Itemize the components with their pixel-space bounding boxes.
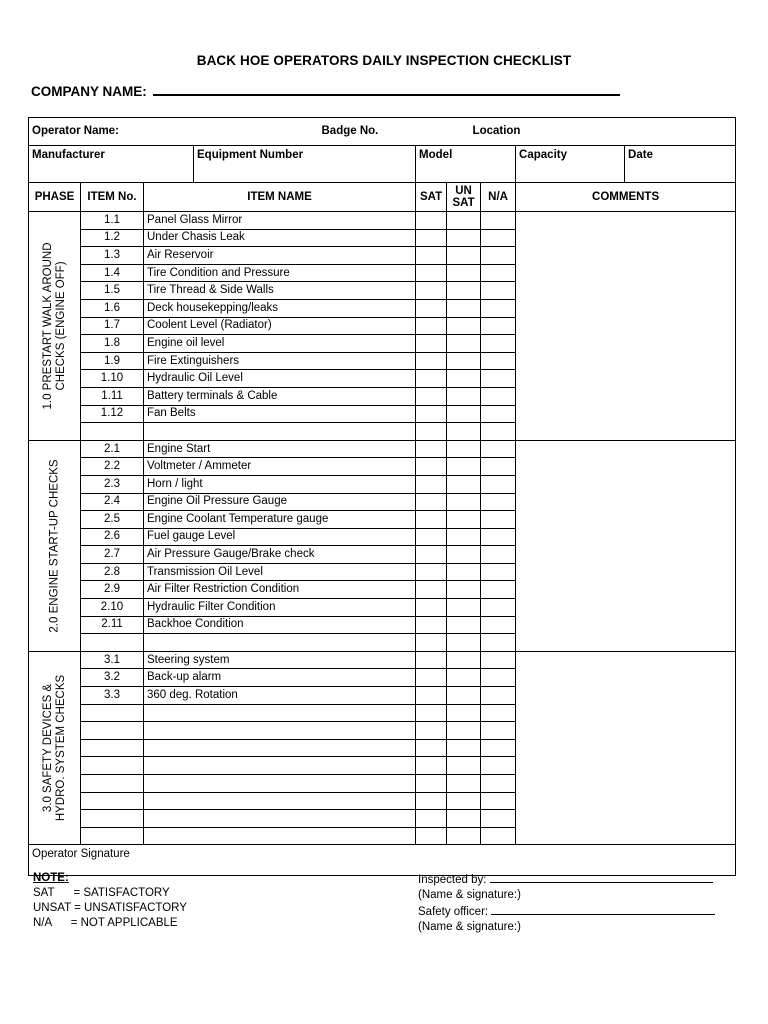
item-no-cell: 1.8 (81, 335, 144, 353)
item-name-cell (144, 634, 194, 652)
operator-name-label: Operator Name: (32, 125, 119, 137)
header-row-equipment (29, 146, 736, 183)
item-name-cell: Engine Coolant Temperature gauge (144, 511, 194, 529)
unsat-cell[interactable] (447, 370, 481, 388)
item-name-spacer (194, 423, 416, 441)
na-cell[interactable] (481, 810, 516, 828)
unsat-cell[interactable] (447, 475, 481, 493)
item-name-cell: Tire Condition and Pressure (144, 264, 194, 282)
item-no-cell: 1.1 (81, 212, 144, 230)
unsat-cell[interactable] (447, 247, 481, 265)
unsat-cell[interactable] (447, 229, 481, 247)
item-name-cell: 360 deg. Rotation (144, 687, 194, 705)
notes-block (33, 871, 187, 931)
sat-cell[interactable] (416, 405, 447, 423)
col-item-no: ITEM No. (81, 183, 144, 212)
sat-cell[interactable] (416, 528, 447, 546)
sat-cell[interactable] (416, 599, 447, 617)
item-name-cell: Air Filter Restriction Condition (144, 581, 194, 599)
item-name-spacer (194, 739, 416, 757)
item-no-cell (81, 423, 144, 441)
date-label: Date (628, 149, 653, 161)
sat-cell[interactable] (416, 282, 447, 300)
item-name-cell (144, 704, 194, 722)
unsat-cell[interactable] (447, 299, 481, 317)
item-name-cell: Coolent Level (Radiator) (144, 317, 194, 335)
na-cell[interactable] (481, 651, 516, 669)
unsat-cell[interactable] (447, 739, 481, 757)
safety-officer-field[interactable] (418, 903, 715, 920)
na-cell[interactable] (481, 370, 516, 388)
na-cell[interactable] (481, 739, 516, 757)
item-no-cell (81, 739, 144, 757)
item-name-spacer (194, 669, 416, 687)
sat-cell[interactable] (416, 264, 447, 282)
unsat-cell[interactable] (447, 264, 481, 282)
item-name-cell (144, 722, 194, 740)
sat-cell[interactable] (416, 757, 447, 775)
sat-cell[interactable] (416, 651, 447, 669)
safety-officer-label: Safety officer: (418, 906, 489, 918)
item-no-cell (81, 722, 144, 740)
item-no-cell: 1.7 (81, 317, 144, 335)
item-name-cell (144, 757, 194, 775)
name-signature-label: (Name & signature:) (418, 921, 521, 933)
na-cell[interactable] (481, 792, 516, 810)
sat-cell[interactable] (416, 475, 447, 493)
unsat-cell[interactable] (447, 599, 481, 617)
item-name-spacer (194, 775, 416, 793)
table-row (29, 212, 736, 230)
item-name-spacer (194, 722, 416, 740)
na-cell[interactable] (481, 704, 516, 722)
na-cell[interactable] (481, 405, 516, 423)
item-no-cell: 1.2 (81, 229, 144, 247)
item-name-cell: Panel Glass Mirror (144, 212, 194, 230)
equipment-number-label: Equipment Number (197, 149, 304, 161)
na-cell[interactable] (481, 264, 516, 282)
item-name-spacer (194, 757, 416, 775)
item-name-cell (144, 423, 194, 441)
phase-label (42, 242, 68, 409)
item-name-cell: Back-up alarm (144, 669, 194, 687)
capacity-cell[interactable] (516, 146, 625, 183)
item-no-cell: 2.3 (81, 475, 144, 493)
location-cell[interactable] (416, 118, 736, 146)
item-name-cell: Engine Start (144, 440, 194, 458)
table-row (29, 651, 736, 669)
unsat-cell[interactable] (447, 335, 481, 353)
item-no-cell: 1.3 (81, 247, 144, 265)
item-no-cell: 2.11 (81, 616, 144, 634)
unsat-cell[interactable] (447, 212, 481, 230)
safety-officer-line (491, 903, 715, 915)
location-label: Location (472, 125, 521, 137)
na-cell[interactable] (481, 352, 516, 370)
model-cell[interactable] (416, 146, 516, 183)
sat-cell[interactable] (416, 370, 447, 388)
item-name-cell (144, 792, 194, 810)
sat-cell[interactable] (416, 634, 447, 652)
na-cell[interactable] (481, 687, 516, 705)
item-name-cell: Air Reservoir (144, 247, 194, 265)
item-name-cell: Air Pressure Gauge/Brake check (144, 546, 194, 564)
unsat-cell[interactable] (447, 775, 481, 793)
na-cell[interactable] (481, 599, 516, 617)
sat-cell[interactable] (416, 458, 447, 476)
name-signature-label: (Name & signature:) (418, 889, 521, 901)
sat-cell[interactable] (416, 229, 447, 247)
item-no-cell: 2.5 (81, 511, 144, 529)
company-name-label: COMPANY NAME: (31, 84, 147, 99)
model-label: Model (419, 149, 453, 161)
unsat-cell[interactable] (447, 827, 481, 845)
sat-cell[interactable] (416, 317, 447, 335)
item-name-cell: Fan Belts (144, 405, 194, 423)
item-name-spacer (194, 810, 416, 828)
unsat-cell[interactable] (447, 546, 481, 564)
header-row-operator (29, 118, 736, 146)
item-name-cell: Fire Extinguishers (144, 352, 194, 370)
page-title: BACK HOE OPERATORS DAILY INSPECTION CHECKLIST (196, 53, 572, 68)
unsat-cell[interactable] (447, 616, 481, 634)
item-no-cell: 2.7 (81, 546, 144, 564)
item-no-cell: 2.1 (81, 440, 144, 458)
comments-cell[interactable] (516, 651, 736, 845)
item-name-cell: Engine Oil Pressure Gauge (144, 493, 194, 511)
sat-cell[interactable] (416, 792, 447, 810)
sat-cell[interactable] (416, 212, 447, 230)
na-cell[interactable] (481, 669, 516, 687)
item-name-cell (144, 810, 194, 828)
item-name-spacer (194, 475, 416, 493)
na-cell[interactable] (481, 282, 516, 300)
phase-label-cell (29, 440, 81, 651)
phase-label-line1: 1.0 PRESTART WALK AROUND (41, 242, 54, 410)
phase-label-cell (29, 651, 81, 845)
comments-cell[interactable] (516, 212, 736, 441)
date-cell[interactable] (625, 146, 736, 183)
unsat-cell[interactable] (447, 387, 481, 405)
manufacturer-label: Manufacturer (32, 149, 105, 161)
item-name-cell: Under Chasis Leak (144, 229, 194, 247)
unsat-cell[interactable] (447, 352, 481, 370)
col-sat: SAT (416, 183, 447, 212)
item-no-cell: 1.6 (81, 299, 144, 317)
na-cell[interactable] (481, 387, 516, 405)
sat-cell[interactable] (416, 775, 447, 793)
item-name-cell: Steering system (144, 651, 194, 669)
item-name-cell: Transmission Oil Level (144, 563, 194, 581)
na-cell[interactable] (481, 528, 516, 546)
unsat-cell[interactable] (447, 317, 481, 335)
na-cell[interactable] (481, 440, 516, 458)
note-line: SAT = SATISFACTORY (33, 887, 170, 899)
na-cell[interactable] (481, 299, 516, 317)
unsat-cell[interactable] (447, 440, 481, 458)
item-no-cell: 2.4 (81, 493, 144, 511)
sat-cell[interactable] (416, 616, 447, 634)
notes-title: NOTE: (33, 872, 69, 884)
na-cell[interactable] (481, 423, 516, 441)
inspected-by-field[interactable] (418, 871, 715, 888)
unsat-cell[interactable] (447, 282, 481, 300)
sat-cell[interactable] (416, 669, 447, 687)
col-unsat (447, 183, 481, 212)
item-name-cell: Tire Thread & Side Walls (144, 282, 194, 300)
item-name-cell: Horn / light (144, 475, 194, 493)
item-name-spacer (194, 335, 416, 353)
sat-cell[interactable] (416, 704, 447, 722)
unsat-cell[interactable] (447, 704, 481, 722)
equipment-number-cell[interactable] (194, 146, 416, 183)
sat-cell[interactable] (416, 739, 447, 757)
sat-cell[interactable] (416, 546, 447, 564)
item-name-spacer (194, 634, 416, 652)
item-name-spacer (194, 440, 416, 458)
sat-cell[interactable] (416, 247, 447, 265)
note-line: N/A = NOT APPLICABLE (33, 917, 178, 929)
sat-cell[interactable] (416, 687, 447, 705)
item-no-cell: 2.9 (81, 581, 144, 599)
sat-cell[interactable] (416, 511, 447, 529)
item-no-cell: 1.11 (81, 387, 144, 405)
sat-cell[interactable] (416, 722, 447, 740)
col-unsat-line1: UN (455, 185, 472, 197)
capacity-label: Capacity (519, 149, 567, 161)
sat-cell[interactable] (416, 810, 447, 828)
col-phase: PHASE (29, 183, 81, 212)
na-cell[interactable] (481, 229, 516, 247)
comments-cell[interactable] (516, 440, 736, 651)
unsat-cell[interactable] (447, 757, 481, 775)
item-no-cell (81, 810, 144, 828)
na-cell[interactable] (481, 722, 516, 740)
inspected-by-label: Inspected by: (418, 874, 487, 886)
item-no-cell (81, 757, 144, 775)
item-no-cell: 1.9 (81, 352, 144, 370)
item-no-cell: 1.12 (81, 405, 144, 423)
unsat-cell[interactable] (447, 511, 481, 529)
unsat-cell[interactable] (447, 810, 481, 828)
item-no-cell: 1.4 (81, 264, 144, 282)
phase-label-line2: CHECKS (ENGINE OFF) (54, 261, 67, 391)
na-cell[interactable] (481, 827, 516, 845)
item-name-spacer (194, 792, 416, 810)
operator-name-cell[interactable] (29, 118, 416, 146)
unsat-cell[interactable] (447, 405, 481, 423)
column-header-row (29, 183, 736, 212)
phase-label-line2: HYDRO. SYSTEM CHECKS (54, 674, 67, 822)
manufacturer-cell[interactable] (29, 146, 194, 183)
sat-cell[interactable] (416, 581, 447, 599)
sat-cell[interactable] (416, 827, 447, 845)
na-cell[interactable] (481, 458, 516, 476)
badge-no-label: Badge No. (321, 125, 379, 137)
na-cell[interactable] (481, 212, 516, 230)
unsat-cell[interactable] (447, 722, 481, 740)
sat-cell[interactable] (416, 440, 447, 458)
sat-cell[interactable] (416, 563, 447, 581)
na-cell[interactable] (481, 511, 516, 529)
na-cell[interactable] (481, 317, 516, 335)
item-no-cell: 1.5 (81, 282, 144, 300)
na-cell[interactable] (481, 757, 516, 775)
na-cell[interactable] (481, 775, 516, 793)
item-no-cell (81, 704, 144, 722)
na-cell[interactable] (481, 493, 516, 511)
na-cell[interactable] (481, 563, 516, 581)
item-no-cell: 2.10 (81, 599, 144, 617)
operator-signature-cell[interactable]: Operator Signature (29, 845, 736, 876)
col-item-name: ITEM NAME (144, 183, 416, 212)
na-cell[interactable] (481, 335, 516, 353)
item-name-cell: Deck housekepping/leaks (144, 299, 194, 317)
unsat-cell[interactable] (447, 493, 481, 511)
na-cell[interactable] (481, 546, 516, 564)
unsat-cell[interactable] (447, 651, 481, 669)
item-name-cell: Fuel gauge Level (144, 528, 194, 546)
unsat-cell[interactable] (447, 669, 481, 687)
sat-cell[interactable] (416, 352, 447, 370)
item-no-cell: 3.3 (81, 687, 144, 705)
item-no-cell: 1.10 (81, 370, 144, 388)
item-no-cell (81, 634, 144, 652)
phase-label-cell (29, 212, 81, 441)
phase-label-line1: 3.0 SAFETY DEVICES & (41, 683, 54, 813)
item-no-cell: 2.2 (81, 458, 144, 476)
col-unsat-line2: SAT (452, 197, 475, 209)
unsat-cell[interactable] (447, 528, 481, 546)
sat-cell[interactable] (416, 423, 447, 441)
item-name-spacer (194, 405, 416, 423)
item-no-cell (81, 827, 144, 845)
sat-cell[interactable] (416, 335, 447, 353)
item-no-cell (81, 792, 144, 810)
na-cell[interactable] (481, 475, 516, 493)
unsat-cell[interactable] (447, 687, 481, 705)
phase-label (48, 459, 61, 632)
item-name-cell: Engine oil level (144, 335, 194, 353)
item-name-cell: Backhoe Condition (144, 616, 194, 634)
item-name-cell: Hydraulic Oil Level (144, 370, 194, 388)
company-name-line (153, 83, 620, 96)
phase-label (42, 675, 68, 821)
col-na: N/A (481, 183, 516, 212)
item-name-spacer (194, 247, 416, 265)
na-cell[interactable] (481, 634, 516, 652)
sat-cell[interactable] (416, 387, 447, 405)
item-name-spacer (194, 827, 416, 845)
note-line: UNSAT = UNSATISFACTORY (33, 902, 187, 914)
na-cell[interactable] (481, 247, 516, 265)
item-no-cell: 3.2 (81, 669, 144, 687)
unsat-cell[interactable] (447, 423, 481, 441)
item-no-cell: 2.8 (81, 563, 144, 581)
item-name-cell (144, 739, 194, 757)
inspection-table (28, 117, 736, 876)
item-name-cell (144, 775, 194, 793)
unsat-cell[interactable] (447, 792, 481, 810)
item-name-cell: Hydraulic Filter Condition (144, 599, 194, 617)
inspected-by-line (490, 871, 713, 883)
table-row (29, 440, 736, 458)
sat-cell[interactable] (416, 493, 447, 511)
item-name-cell (144, 827, 194, 845)
item-name-spacer (194, 704, 416, 722)
na-cell[interactable] (481, 581, 516, 599)
item-name-cell: Voltmeter / Ammeter (144, 458, 194, 476)
item-no-cell (81, 775, 144, 793)
sat-cell[interactable] (416, 299, 447, 317)
col-comments: COMMENTS (516, 183, 736, 212)
inspection-block (418, 871, 715, 935)
unsat-cell[interactable] (447, 458, 481, 476)
company-name-field[interactable] (31, 83, 620, 99)
phase-label-line1: 2.0 ENGINE START-UP CHECKS (48, 459, 60, 633)
item-name-cell: Battery terminals & Cable (144, 387, 194, 405)
unsat-cell[interactable] (447, 563, 481, 581)
unsat-cell[interactable] (447, 581, 481, 599)
item-no-cell: 2.6 (81, 528, 144, 546)
na-cell[interactable] (481, 616, 516, 634)
item-no-cell: 3.1 (81, 651, 144, 669)
unsat-cell[interactable] (447, 634, 481, 652)
